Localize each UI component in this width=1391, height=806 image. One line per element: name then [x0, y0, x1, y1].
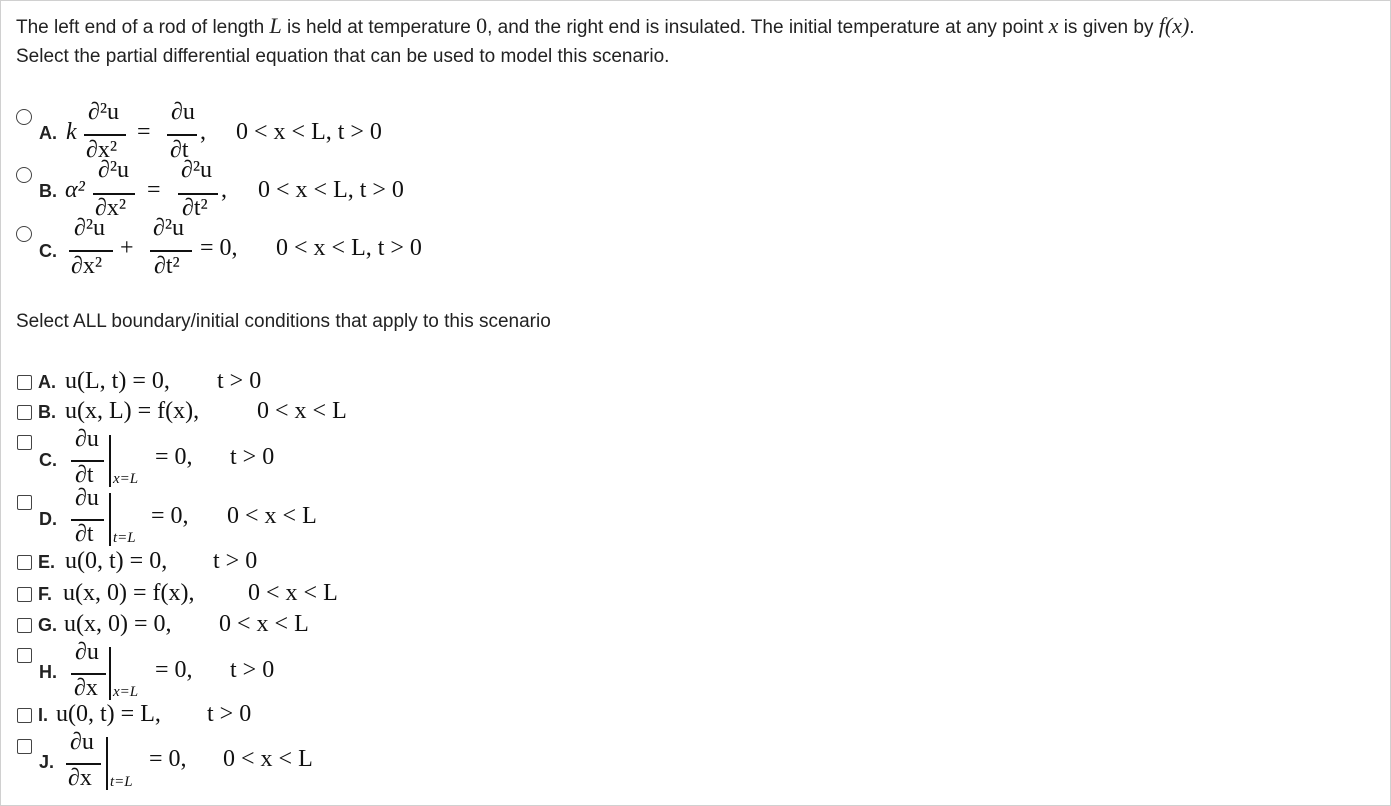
domain-text: t > 0 — [230, 657, 275, 683]
fraction-num: ∂u — [70, 729, 94, 755]
condition-expr: u(L, t) = 0, — [65, 368, 170, 394]
rhs: = 0, — [149, 746, 187, 772]
coefficient: k — [66, 119, 77, 145]
evaluation-bar — [109, 493, 111, 546]
evaluation-point: x=L — [113, 684, 139, 700]
fraction-den: ∂x² — [86, 137, 118, 163]
math-L: L — [269, 13, 282, 38]
fraction-num: ∂²u — [181, 157, 213, 183]
condition-expr: u(x, 0) = 0, — [64, 611, 172, 637]
condition-expr: u(x, 0) = f(x), — [63, 580, 195, 606]
checkbox-condition-f[interactable] — [17, 587, 32, 602]
domain-text: 0 < x < L — [227, 503, 317, 529]
checkbox-condition-d[interactable] — [17, 495, 32, 510]
plus-sign: + — [120, 235, 134, 261]
option-letter: A. — [38, 372, 56, 392]
checkbox-condition-j[interactable] — [17, 739, 32, 754]
checkbox-condition-e[interactable] — [17, 555, 32, 570]
checkbox-condition-a[interactable] — [17, 375, 32, 390]
domain-text: t > 0 — [217, 368, 262, 394]
radio-pde-b[interactable] — [16, 167, 32, 183]
fraction-den: ∂t — [75, 521, 94, 547]
option-letter: B. — [38, 402, 56, 422]
option-letter: A. — [39, 123, 57, 143]
fraction-den: ∂x — [74, 675, 98, 701]
domain-text: t > 0 — [213, 548, 258, 574]
fraction-bar — [84, 134, 126, 136]
domain-text: 0 < x < L — [223, 746, 313, 772]
evaluation-bar — [109, 435, 111, 487]
fraction-den: ∂t — [170, 137, 189, 163]
option-letter: E. — [38, 552, 56, 572]
option-letter: B. — [39, 181, 57, 201]
checkbox-condition-b[interactable] — [17, 405, 32, 420]
problem-statement-line2: Select the partial differential equation that can be used to model this scenario. — [16, 46, 670, 67]
statement-text: , and the right end is insulated. The initial temperature at any point — [487, 17, 1049, 38]
fraction-bar — [150, 250, 192, 252]
option-letter: C. — [39, 450, 57, 470]
radio-pde-a[interactable] — [16, 109, 32, 125]
evaluation-bar — [109, 647, 111, 700]
domain-text: 0 < x < L — [219, 611, 309, 637]
option-letter: J. — [39, 752, 55, 772]
domain-text: t > 0 — [207, 701, 252, 727]
equals-sign: = — [137, 119, 151, 145]
fraction-num: ∂²u — [98, 157, 130, 183]
rhs: = 0, — [155, 444, 193, 470]
math-x: x — [1048, 13, 1059, 38]
option-letter: F. — [38, 584, 53, 604]
evaluation-bar — [106, 737, 108, 790]
option-letter: H. — [39, 662, 57, 682]
coefficient: α² — [65, 177, 85, 203]
rhs: = 0, — [155, 657, 193, 683]
checkbox-condition-i[interactable] — [17, 708, 32, 723]
conditions-prompt: Select ALL boundary/initial conditions that apply to this scenario — [16, 311, 551, 332]
option-letter: I. — [38, 705, 49, 725]
comma: , — [200, 119, 206, 145]
condition-expr: u(x, L) = f(x), — [65, 398, 200, 424]
math-fx: f(x) — [1158, 13, 1190, 38]
statement-text: is given by — [1058, 17, 1159, 38]
fraction-den: ∂x² — [95, 195, 127, 221]
domain-text: t > 0 — [230, 444, 275, 470]
evaluation-point: t=L — [110, 774, 133, 790]
fraction-den: ∂x² — [71, 253, 103, 279]
radio-pde-c[interactable] — [16, 226, 32, 242]
fraction-den: ∂t — [75, 462, 94, 488]
domain-text: 0 < x < L — [248, 580, 338, 606]
fraction-num: ∂u — [75, 426, 99, 452]
fraction-bar — [167, 134, 197, 136]
fraction-den: ∂t² — [182, 195, 208, 221]
problem-statement-line1 — [16, 11, 1195, 43]
condition-expr: u(0, t) = 0, — [65, 548, 168, 574]
comma: , — [221, 177, 227, 203]
domain-text: 0 < x < L, t > 0 — [236, 119, 382, 145]
evaluation-point: t=L — [113, 530, 136, 546]
fraction-num: ∂u — [75, 485, 99, 511]
option-letter: D. — [39, 509, 57, 529]
statement-text: is held at temperature — [281, 17, 477, 38]
fraction-num: ∂²u — [74, 215, 106, 241]
equals-sign: = — [147, 177, 161, 203]
domain-text: 0 < x < L, t > 0 — [276, 235, 422, 261]
fraction-bar — [69, 250, 113, 252]
checkbox-condition-h[interactable] — [17, 648, 32, 663]
statement-text: The left end of a rod of length — [16, 17, 270, 38]
domain-text: 0 < x < L — [257, 398, 347, 424]
domain-text: 0 < x < L, t > 0 — [258, 177, 404, 203]
evaluation-point: x=L — [113, 471, 139, 487]
fraction-num: ∂²u — [88, 99, 120, 125]
equals-zero: = 0, — [200, 235, 238, 261]
fraction-den: ∂x — [68, 765, 92, 791]
fraction-num: ∂u — [75, 639, 99, 665]
condition-expr: u(0, t) = L, — [56, 701, 161, 727]
rhs: = 0, — [151, 503, 189, 529]
checkbox-condition-g[interactable] — [17, 618, 32, 633]
option-letter: C. — [39, 241, 57, 261]
statement-text: . — [1189, 17, 1195, 38]
fraction-num: ∂u — [171, 99, 195, 125]
math-zero: 0 — [476, 13, 488, 38]
fraction-num: ∂²u — [153, 215, 185, 241]
checkbox-condition-c[interactable] — [17, 435, 32, 450]
option-letter: G. — [38, 615, 58, 635]
fraction-den: ∂t² — [154, 253, 180, 279]
